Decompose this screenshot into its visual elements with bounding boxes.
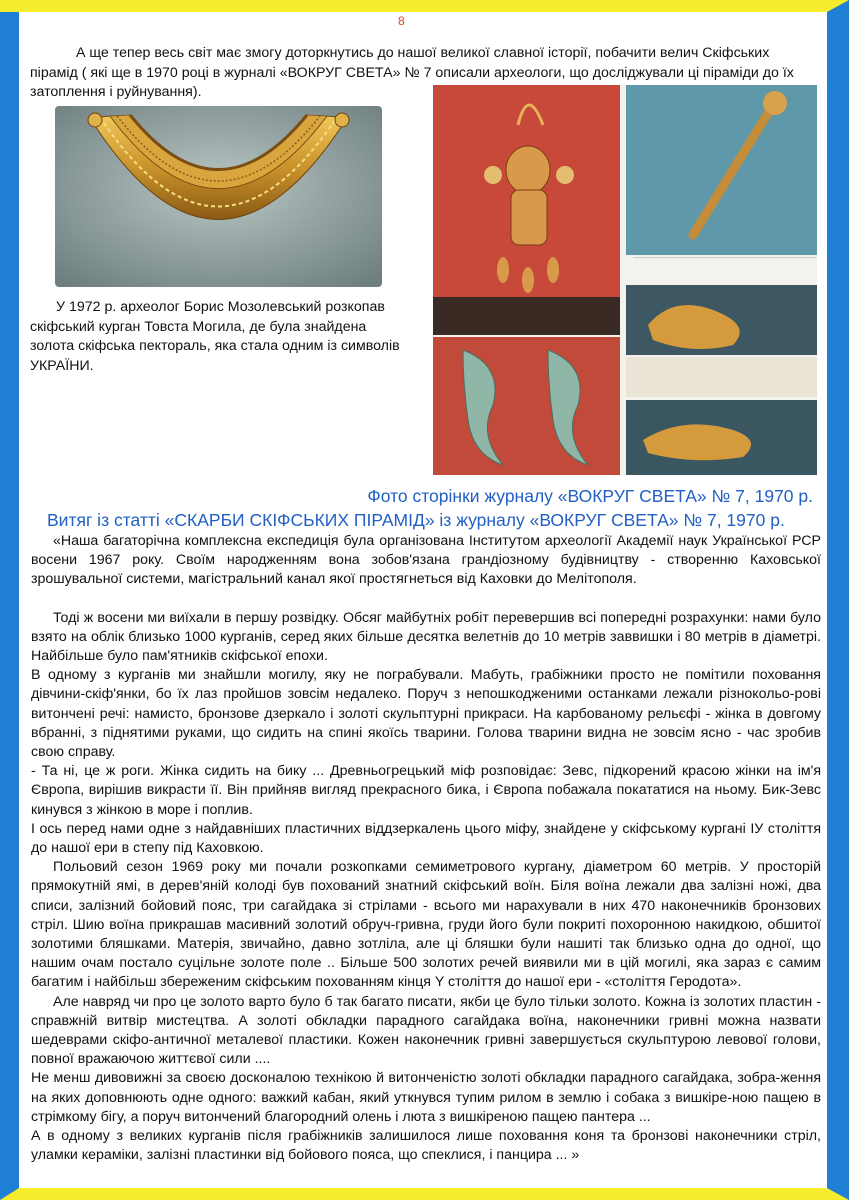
frame-corner: [0, 0, 19, 12]
page-number: 8: [398, 14, 405, 28]
article-paragraph: Не менш дивовижні за своєю досконалою технікою й витонченістю золоті обкладки парадного сагайдака, зобра-ження на яких доповнюють одне одного: важкий кабан, який уткнувся тупим рилом в землю і собака з вишкіре-ною пащею в стрімкому бігу, а поруч витончений благородний олень і люта з вишкіреною пащею пантера ...: [31, 1070, 821, 1125]
article-paragraph: І ось перед нами одне з найдавніших пластичних віддзеркалень цього міфу, знайдене у скіфському кургані ІУ століття до нашої ери в степу під Каховкою.: [31, 820, 821, 857]
pectoral-caption: У 1972 р. археолог Борис Мозолевський розкопав скіфський курган Товста Могила, де була знайдена золота скіфська пектораль, яка стала одним із символів УКРАЇНИ.: [30, 299, 400, 374]
article-paragraph: Польовий сезон 1969 року ми почали розкопками семиметрового кургану, діаметром 60 метрів. У просторій прямокутній ямі, в дерев'яній колоді був похований знатний скіфський воїн. Біля воїна лежали два залізні ножі, два списи, залізний бойовий пояс, три сагайдака зі стрілами - всього ми нарахували в них 470 наконечників бронзових стріл. Шию воїна прикрашав масивний золотий обруч-гривна, груди його були покриті похоронною накидкою, обшитої золотими бляшками. Матерія, звичайно, давно зотліла, але ці бляшки були нашиті так близько одна до одної, що нашим очам постало суцільне золоте поле .. Більше 500 золотих речей виявили ми в цій могилі, яка зараз є самим багатим і найбільш збереженим скіфським похованням кінця Y століття до нашої ери - «століття Геродота».: [31, 859, 821, 991]
pectoral-photo: [55, 106, 382, 287]
article-body: [31, 532, 821, 1166]
article-paragraph: В одному з курганів ми знайшли могилу, яку не пограбували. Мабуть, грабіжники просто не помітили поховання дівчини-скіф'янки, бо їх лаз пройшов зовсім недалеко. Поруч з непошкодженими останками лежали різнокольо-рові витончені речі: намисто, бронзове дзеркало і золоті скульптурні прикраси. На карбованому рельєфі - жінка в довгому вбранні, з піднятими руками, що сидить на спині якоїсь тварини. Голова тварини видна не зовсім ясно - час зробив свою справу.: [31, 667, 821, 761]
magazine-page-photo: [433, 85, 817, 475]
intro-paragraph: А ще тепер весь світ має змогу доторкнутись до нашої великої славної історії, побачити велич Скіфських пірамід ( які ще в 1970 році в журналі «ВОКРУГ СВЕТА» № 7 описали археологи, що досліджували ці піраміди до їх затоплення і руйнування).: [30, 45, 794, 101]
article-paragraph: Тоді ж восени ми виїхали в першу розвідку. Обсяг майбутніх робіт перевершив всі попередні розрахунки: нами було взято на облік близько 1000 курганів, серед яких більше десятка велетнів до 10 метрів заввишки і 80 метрів в діаметрі. Найбільше було пам'ятників скіфської епохи.: [31, 609, 821, 665]
article-paragraph: А в одному з великих курганів після грабіжників залишилося лише поховання коня та бронзові наконечники стріл, уламки кераміки, залізні пластинки від бойового пояса, що спеклися, і панцира ... »: [31, 1128, 821, 1164]
magazine-caption: Фото сторінки журналу «ВОКРУГ СВЕТА» № 7, 1970 р.: [367, 486, 813, 506]
article-paragraph: «Наша багаторічна комплексна експедиція була організована Інститутом археології Академії наук Української РСР восени 1967 року. Своїм народженням вона зобов'язана грандіозному будівництву - створенню Каховської зрошувальної системи, магістральний канал якої простягнеться від Каховки до Мелітополя.: [31, 533, 821, 588]
article-paragraph: - Та ні, це ж роги. Жінка сидить на бику ... Древньогрецький міф розповідає: Зевс, підкорений красою жінки на ім'я Європа, вирішив викрасти її. Він прийняв вигляд прекрасного бика, і Європа побажала покататися на ньому. Бик-Зевс кинувся з жінкою в море і поплив.: [31, 763, 821, 818]
article-paragraph: Але навряд чи про це золото варто було б так багато писати, якби це було тільки золото. Кожна із золотих пластин - справжній витвір мистецтва. А золоті обкладки парадного сагайдака воїна, наконечники гривні можна назвати шедеврами скіфо-античної металевої пластики. Кожен наконечник гривні завершується скульптурою левової голови, повної вражаючою життєвої сили ....: [31, 993, 821, 1068]
article-title: Витяг із статті «СКАРБИ СКІФСЬКИХ ПІРАМІД» із журналу «ВОКРУГ СВЕТА» № 7, 1970 р.: [47, 510, 785, 530]
